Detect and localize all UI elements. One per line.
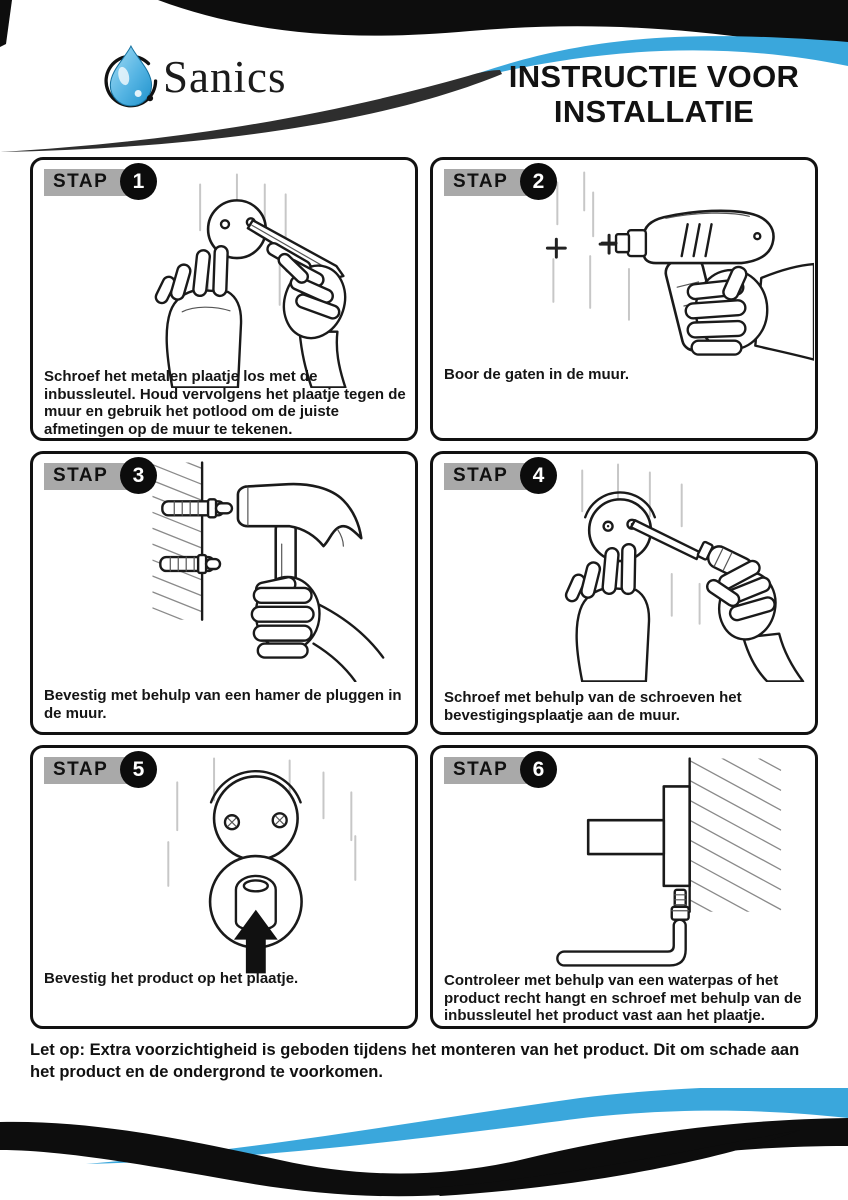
step-label: STAP: [444, 463, 544, 490]
step-badge-4: [444, 463, 544, 490]
page-title-line2: INSTALLATIE: [553, 93, 755, 129]
page-title: [476, 60, 832, 129]
step-panel-2: [430, 157, 818, 441]
step-label: STAP: [44, 169, 144, 196]
step-caption: Schroef het metalen plaatje los met de inbussleutel. Houd vervolgens het plaatje tegen de muur en gebruik het potlood om de juiste afmetingen op de muur te tekenen.: [44, 368, 406, 439]
water-drop-icon: [104, 44, 162, 110]
steps-grid: [30, 157, 818, 1029]
wall-plug-bottom: [160, 555, 220, 573]
step-panel-1: [30, 157, 418, 441]
step-panel-5: [30, 745, 418, 1029]
step-caption: Boor de gaten in de muur.: [444, 366, 630, 383]
step-badge-5: [44, 757, 144, 784]
step-caption: Bevestig het product op het plaatje.: [44, 970, 299, 987]
step-number: 2: [520, 163, 557, 200]
step-label: STAP: [444, 757, 544, 784]
wall-plug-top: [162, 499, 232, 517]
allen-key: [557, 920, 685, 966]
step-label: STAP: [44, 463, 144, 490]
step-number: 3: [120, 457, 157, 494]
step-number: 5: [120, 751, 157, 788]
step-number: 6: [520, 751, 557, 788]
warning-note: Let op: Extra voorzichtigheid is geboden tijdens het monteren van het product. Dit om schade aan het product en de ondergrond te voorkomen.: [30, 1041, 800, 1081]
step-badge-2: [444, 169, 544, 196]
step-panel-6: [430, 745, 818, 1029]
step-label: STAP: [44, 757, 144, 784]
step-number: 4: [520, 457, 557, 494]
step-badge-6: [444, 757, 544, 784]
step-panel-3: [30, 451, 418, 735]
set-screw: [672, 890, 689, 920]
step-label: STAP: [444, 169, 544, 196]
footer-swoosh-graphic: [0, 1088, 848, 1200]
step-caption: Controleer met behulp van een waterpas of het product recht hangt en schroef met behulp van de inbussleutel het product vast aan het plaatje.: [444, 972, 802, 1025]
step-panel-4: [430, 451, 818, 735]
brand-name: Sanics: [163, 52, 287, 102]
step-caption: Bevestig met behulp van een hamer de pluggen in de muur.: [44, 687, 402, 722]
brand-logo: [104, 44, 287, 110]
page-title-line1: INSTRUCTIE VOOR: [508, 59, 800, 94]
step-caption: Schroef met behulp van de schroeven het bevestigingsplaatje aan de muur.: [444, 689, 742, 724]
step-number: 1: [120, 163, 157, 200]
step-badge-1: [44, 169, 144, 196]
step-badge-3: [44, 463, 144, 490]
